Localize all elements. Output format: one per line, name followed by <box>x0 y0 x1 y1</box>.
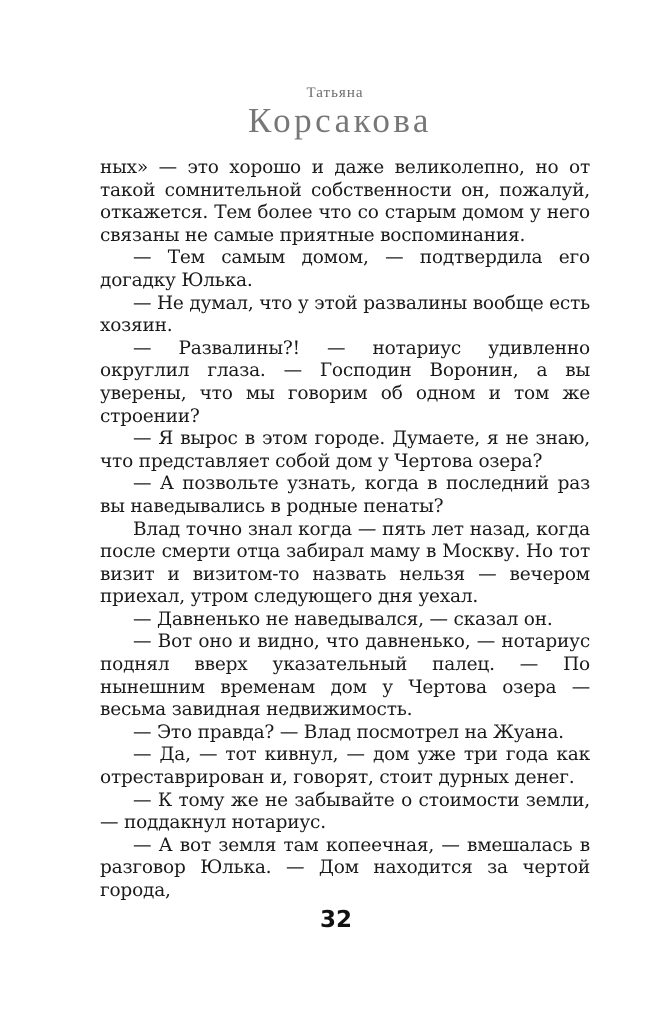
paragraph: — Да, — тот кивнул, — дом уже три года как отреставрирован и, говорят, стоит дурных денег. <box>100 744 590 789</box>
paragraph: — А вот земля там копеечная, — вмешалась в разговор Юлька. — Дом находится за чертой города, <box>100 834 590 901</box>
paragraph: — Развалины?! — нотариус удивленно округлил глаза. — Господин Воронин, а вы уверены, что мы говорим об одном и том же строении? <box>100 337 590 427</box>
body-text <box>100 157 590 903</box>
page-number: 32 <box>319 907 352 933</box>
paragraph: — К тому же не забывайте о стоимости земли, — поддакнул нотариус. <box>100 789 590 834</box>
running-header <box>0 84 660 139</box>
paragraph: — Не думал, что у этой развалины вообще есть хозяин. <box>100 292 590 337</box>
paragraph: ных» — это хорошо и даже великолепно, но от такой сомнительной собственности он, пожалуй, откажется. Тем более что со старым домом у него связаны не самые приятные воспоминания. <box>100 157 590 246</box>
author-first-name: Татьяна <box>306 85 364 101</box>
paragraph: — Вот оно и видно, что давненько, — нотариус поднял вверх указательный палец. — По нынешним временам дом у Чертова озера — весьма завидная недвижимость. <box>100 631 590 721</box>
paragraph: — Тем самым домом, — подтвердила его догадку Юлька. <box>100 247 590 291</box>
paragraph: — Давненько не наведывался, — сказал он. <box>133 608 553 630</box>
paragraph: Влад точно знал когда — пять лет назад, когда после смерти отца забирал маму в Москву. Но тот визит и визитом-то назвать нельзя — вечером приехал, утром следующего дня уехал. <box>100 518 590 608</box>
paragraph: — Это правда? — Влад посмотрел на Жуана. <box>133 721 564 743</box>
author-last-name: Корсакова <box>248 101 432 140</box>
paragraph: — А позвольте узнать, когда в последний раз вы наведывались в родные пенаты? <box>100 473 590 517</box>
paragraph: — Я вырос в этом городе. Думаете, я не знаю, что представляет собой дом у Чертова озера? <box>100 428 590 472</box>
